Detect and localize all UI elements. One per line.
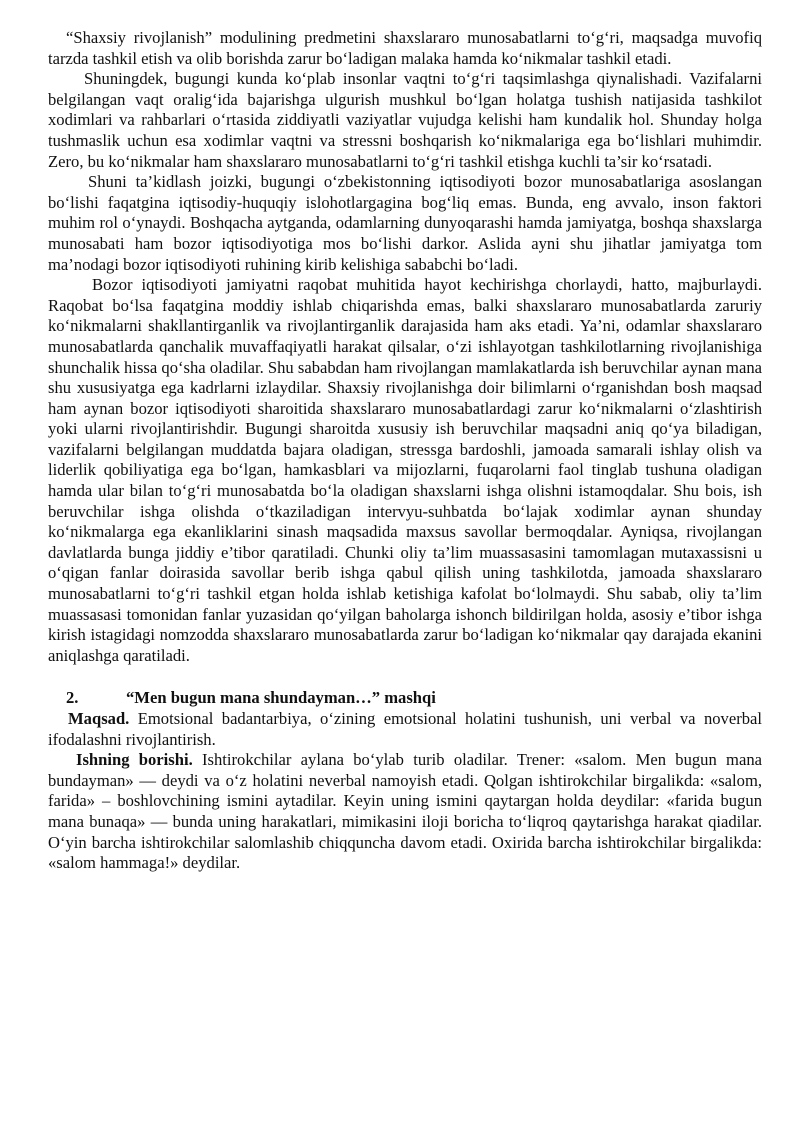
procedure-label: Ishning borishi. [76, 750, 193, 770]
paragraph-market-economy: Shuni ta’kidlash joizki, bugungi o‘zbekistonning iqtisodiyoti bozor munosabatlariga asoslangan bo‘lishi faqatgina iqtisodiy-huquqiy islohotlargagina bog‘liq emas. Bunda, eng avvalo, inson faktori muhim rol o‘ynaydi. Boshqacha aytganda, odamlarning dunyoqarashi hamda jamiyatga, boshqa shaxslarga munosabati ham bozor iqtisodiyotiga mos bo‘lishi darkor. Aslida ayni shu jihatlar jamiyatga tom ma’nodagi bozor iqtisodiyoti ruhining kirib kelishiga sababchi bo‘ladi. [48, 172, 762, 274]
section-number: 2. [66, 688, 79, 708]
paragraph-goal [48, 709, 762, 750]
procedure-text: Ishtirokchilar aylana bo‘ylab turib oladilar. Trener: «salom. Men bugun mana bundayman» — deydi va o‘z holatini neverbal namoyish etadi. Qolgan ishtirokchilar birgalikda: «salom, farida» – boshlovchining ismini aytadilar. Keyin uning ismini qaytargan holda deydilar: «farida bugun mana bunaqa» — bunda uning harakatlari, mimikasini iloji boricha to‘liqroq qaytarishga harakat qiadilar. O‘yin barcha ishtirokchilar salomlashib chiqquncha davom etadi. Oxirida barcha ishtirokchilar birgalikda: «salom hammaga!» deydilar. [48, 750, 762, 873]
paragraph-module-subject: “Shaxsiy rivojlanish” modulining predmetini shaxslararo munosabatlarni to‘g‘ri, maqsadga muvofiq tarzda tashkil etish va olib borishda zarur bo‘ladigan malaka hamda ko‘nikmalar tashkil etadi. [48, 28, 762, 68]
document-page [48, 28, 762, 874]
paragraph-procedure [48, 750, 762, 874]
section-heading [48, 688, 762, 709]
section-title: “Men bugun mana shundayman…” mashqi [126, 688, 436, 708]
paragraph-competition: Bozor iqtisodiyoti jamiyatni raqobat muhitida hayot kechirishga chorlaydi, hatto, majburlaydi. Raqobat bo‘lsa faqatgina moddiy ishlab chiqarishda emas, balki shaxslararo munosabatlarda zaruriy ko‘nikmalarni shakllantirganlik va rivojlantirganlik darajasida ham aks etadi. Ya’ni, odamlar shaxslararo munosabatlarda qanchalik muvaffaqiyatli harakat qilsalar, o‘zi ishlayotgan tashkilotlarning rivojlanishiga shunchalik hissa qo‘sha oladilar. Shu sababdan ham rivojlangan mamlakatlarda ish beruvchilar aynan mana shu xususiyatga ega kadrlarni izlaydilar. Shaxsiy rivojlanishga doir bilimlarni o‘rganishdan bosh maqsad ham aynan bozor iqtisodiyoti sharoitida shaxslararo munosabatlardagi zarur ko‘nikmalarni o‘zlashtirish yoki ularni rivojlantirishdir. Bugungi sharoitda xususiy ish beruvchilar maqsadni aniq qo‘ya biladigan, vazifalarni belgilangan muddatda bajara oladigan, stressga bardoshli, jamoada samarali ishlay olish va liderlik qobiliyatiga ega bo‘lgan, hamkasblari va mijozlarni, fuqarolarni faol tinglab tushuna oladigan hamda ular bilan to‘g‘ri munosabatda bo‘la oladigan shaxslarni ishga olishni istamoqdalar. Shu bois, ish beruvchilar ishga olishda o‘tkaziladigan intervyu-suhbatda bo‘lajak xodimlar aynan shunday ko‘nikmalarga ega ekanliklarini sinash maqsadida maxsus savollar bermoqdalar. Ayniqsa, rivojlangan davlatlarda bunga jiddiy e’tibor qaratiladi. Chunki oliy ta’lim muassasasini tamomlagan mutaxassisni u o‘qigan fanlar doirasida savollar berib ishga qabul qilish uning tashkilotda, jamoada shaxslararo munosabatlarni to‘g‘ri tashkil etgan holda ishlab ketishiga kafolat bo‘lolmaydi. Shu sabab, oliy ta’lim muassasasi tomonidan fanlar yuzasidan qo‘yilgan baholarga ishonch bildirilgan holda, asosiy e’tibor ishga kirish istagidagi nomzodda shaxslararo munosabatlarda zarur bo‘ladigan ko‘nikmalar qay darajada ekanini aniqlashga qaratiladi. [48, 275, 762, 665]
goal-text: Emotsional badantarbiya, o‘zining emotsional holatini tushunish, uni verbal va noverbal ifodalashni rivojlantirish. [48, 709, 762, 749]
goal-label: Maqsad. [68, 709, 130, 728]
paragraph-time-management: Shuningdek, bugungi kunda ko‘plab insonlar vaqtni to‘g‘ri taqsimlashga qiynalishadi. Vazifalarni belgilangan vaqt oralig‘ida bajarishga ulgurish mushkul bo‘lgan holatga tushish natijasida tashkilot xodimlari va rahbarlari o‘rtasida ziddiyatli vaziyatlar vujudga kelishi ham kundalik hol. Shunday holga tushmaslik uchun esa xodimlar vaqtni va stressni boshqarish ko‘nikmalariga ega bo‘lishlari muhimdir. Zero, bu ko‘nikmalar ham shaxslararo munosabatlarni to‘g‘ri tashkil etishga kuchli ta’sir ko‘rsatadi. [48, 69, 762, 171]
